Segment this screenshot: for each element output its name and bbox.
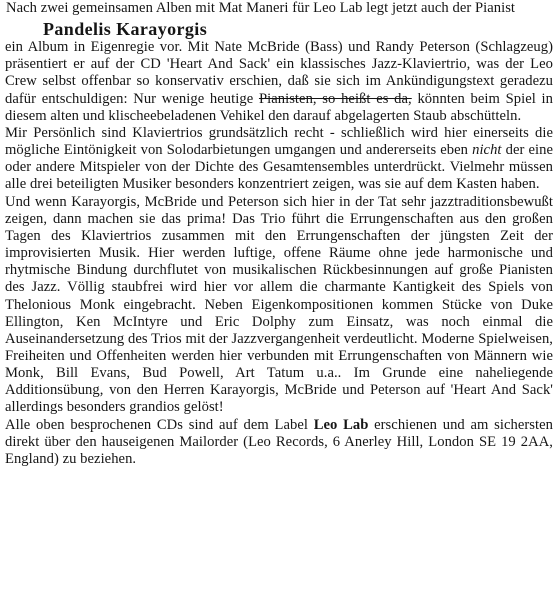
intro-text: Nach zwei gemeinsamen Alben mit Mat Maneri für Leo Lab legt jetzt auch der Pianist (6, 0, 516, 16)
struck-text: Pianisten, so heißt es da, (258, 90, 412, 107)
paragraph-3: Und wenn Karayorgis, McBride und Peterson sich hier in der Tat sehr jazztraditionsbewußt zeigen, dann machen sie das prima! Das Trio führt die Errungenschaften aus den großen Tagen des Klaviertrios zusammen mit den Errungenschaften der jüngsten Zeit der improvisierten Musik. Hier werden luftige, offene Räume ohne jede harmonische und rhytmische Bindung durchflutet von musikalischen Rückbesinnungen auf große Pianisten des Jazz. Völlig staubfrei wird hier vor allem die charmante Kantigkeit des Spiels von Thelonious Monk eingebracht. Neben Eigenkompositionen kommen Stücke von Duke Ellington, Ken McIntyre und Eric Dolphy zum Einsatz, was noch einmal die Auseinandersetzung des Trios mit der Jazzvergangenheit verdeutlicht. Moderne Spielweisen, Freiheiten und Offenheiten werden hier verbunden mit Errungenschaften von Männern wie Monk, Bill Evans, Bud Powell, Art Tatum u.a.. Im Grunde eine naheliegende Additionsübung, von den Herren Karayorgis, McBride und Peterson auf 'Heart And Sack' allerdings besonders grandios gelöst! (5, 193, 553, 416)
artist-heading: Pandelis Karayorgis (43, 19, 208, 40)
paragraph-2 (5, 125, 553, 194)
paragraph-1-text-end: könnten beim Spiel in diesem alten und klischeebeladenen Vehikel den darauf abgelagerten Staub abschütteln. (5, 90, 553, 124)
paragraph-2-text-end: der eine oder andere Mitspieler von der Dichte des Gesamtensembles unterdrückt. Vielmehr müssen alle drei beteiligten Musiker besonders konzentriert zeigen, was sie auf dem Kasten haben. (5, 142, 553, 193)
label-name: Leo Lab (313, 416, 369, 433)
paragraph-1 (5, 39, 553, 125)
paragraph-1-text: ein Album in Eigenregie vor. Mit Nate McBride (Bass) und Randy Peterson (Schlagzeug) präsentiert er auf der CD 'Heart And Sack' ein klassisches Jazz-Klaviertrio, was der Leo Crew selbst offenbar so konservativ erschien, daß sie sich im Ankündigungstext geradezu dafür entschuldigen: Nur wenige heutige (5, 39, 553, 107)
italic-word: nicht (472, 142, 502, 159)
paragraph-4 (5, 417, 553, 468)
paragraph-4-text: Alle oben besprochenen CDs sind auf dem Label (5, 416, 308, 433)
paragraph-2-text: Mir Persönlich sind Klaviertrios grundsätzlich recht - schließlich wird hier einerseits die mögliche Eintönigkeit von Solodarbietungen umgangen und andererseits eben (5, 124, 553, 159)
article (5, 0, 553, 468)
paragraph-4-text-end: erschienen und am sichersten direkt über den hauseigenen Mailorder (Leo Records, 6 Anerley Hill, London SE 19 2AA, England) zu beziehen. (5, 416, 554, 467)
